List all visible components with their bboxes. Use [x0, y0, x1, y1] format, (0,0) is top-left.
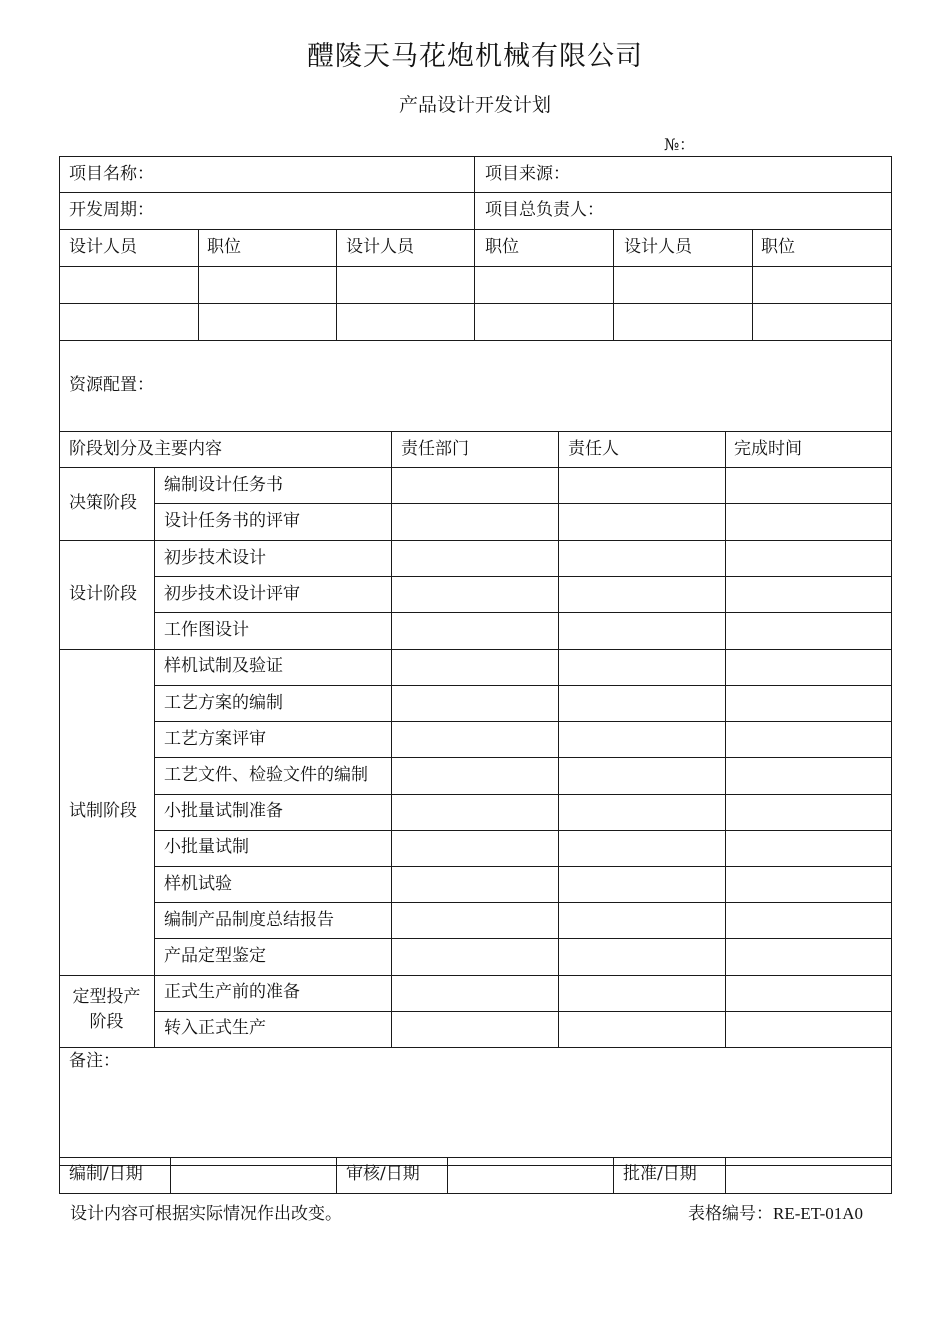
company-name: 醴陵天马花炮机械有限公司	[307, 41, 643, 72]
development-period-label: 开发周期：	[69, 200, 154, 220]
prepared-by-date-label: 编制/日期	[69, 1164, 143, 1184]
task-item: 正式生产前的准备	[164, 982, 300, 1002]
task-item: 产品定型鉴定	[164, 946, 266, 966]
plan-header-completion-time: 完成时间	[734, 439, 802, 459]
task-item: 工作图设计	[164, 620, 249, 640]
task-item: 小批量试制准备	[164, 801, 283, 821]
staff-header-designer: 设计人员	[69, 237, 137, 257]
form-code: 表格编号：RE-ET-01A0	[688, 1204, 864, 1223]
staff-header-position: 职位	[485, 237, 519, 257]
stage-decision: 决策阶段	[69, 493, 137, 513]
task-item: 样机试验	[164, 874, 232, 894]
task-item: 编制产品制度总结报告	[164, 910, 334, 930]
staff-header-position: 职位	[761, 237, 795, 257]
task-item: 初步技术设计	[164, 548, 266, 568]
task-item: 工艺文件、检验文件的编制	[164, 765, 368, 785]
task-item: 设计任务书的评审	[164, 511, 300, 531]
task-item: 工艺方案的编制	[164, 693, 283, 713]
plan-header-person: 责任人	[568, 439, 619, 459]
staff-header-designer: 设计人员	[346, 237, 414, 257]
stage-design: 设计阶段	[69, 584, 137, 604]
resource-allocation-label: 资源配置：	[69, 375, 154, 395]
form-number-label: №：	[664, 135, 696, 154]
task-item: 工艺方案评审	[164, 729, 266, 749]
form-title: 产品设计开发计划	[398, 94, 551, 116]
project-name-label: 项目名称：	[69, 164, 154, 184]
plan-form-table	[59, 156, 892, 1166]
plan-header-department: 责任部门	[401, 439, 469, 459]
staff-header-position: 职位	[207, 237, 241, 257]
plan-header-stage: 阶段划分及主要内容	[69, 439, 222, 459]
staff-header-designer: 设计人员	[624, 237, 692, 257]
task-item: 初步技术设计评审	[164, 584, 300, 604]
stage-finalization-line2: 阶段	[89, 1012, 124, 1032]
approved-by-date-label: 批准/日期	[623, 1164, 697, 1184]
task-item: 编制设计任务书	[164, 475, 283, 495]
stage-trial-production: 试制阶段	[69, 801, 137, 821]
project-lead-label: 项目总负责人：	[485, 200, 604, 220]
task-item: 样机试制及验证	[164, 656, 283, 676]
task-item: 小批量试制	[164, 837, 249, 857]
reviewed-by-date-label: 审核/日期	[346, 1164, 420, 1184]
task-item: 转入正式生产	[164, 1018, 266, 1038]
signoff-row	[59, 1157, 892, 1194]
remarks-label: 备注：	[69, 1051, 120, 1071]
footer-note: 设计内容可根据实际情况作出改变。	[70, 1204, 342, 1224]
project-source-label: 项目来源：	[485, 164, 570, 184]
stage-finalization-line1: 定型投产	[72, 987, 141, 1007]
